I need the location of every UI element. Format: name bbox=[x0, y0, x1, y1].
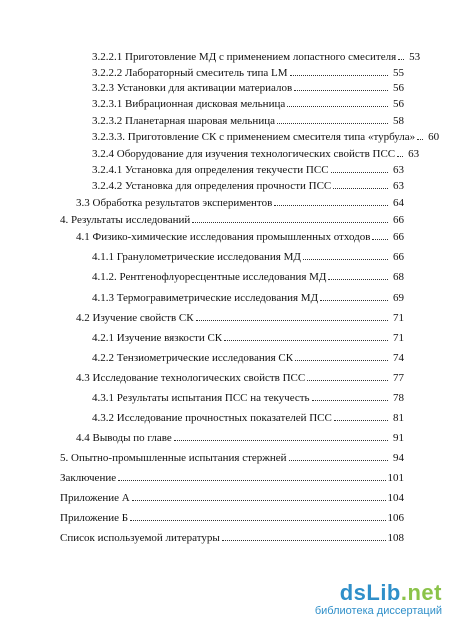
toc-entry-page: 69 bbox=[393, 292, 404, 304]
toc-entry-title: Список используемой литературы bbox=[60, 532, 220, 544]
toc-entry-page: 66 bbox=[393, 251, 404, 263]
toc-entry-title: Заключение bbox=[60, 472, 117, 484]
toc-entry[interactable] bbox=[92, 249, 404, 264]
toc-entry[interactable] bbox=[92, 146, 420, 161]
dot-leader bbox=[224, 340, 388, 341]
watermark-subtitle: библиотека диссертаций bbox=[314, 605, 442, 617]
toc-entry-title: Приложение Б bbox=[60, 512, 129, 524]
toc-entry[interactable] bbox=[92, 290, 404, 305]
dot-leader bbox=[287, 106, 388, 107]
toc-entry-title: 4.1.2. Рентгенофлуоресцентные исследования МД bbox=[92, 271, 327, 283]
dot-leader bbox=[196, 320, 388, 321]
toc-entry-title: 3.2.2.1 Приготовление МД с применением лопастного смесителя bbox=[92, 51, 397, 63]
toc-entry-title: 4.1.3 Термогравиметрические исследования МД bbox=[92, 292, 319, 304]
toc-entry[interactable] bbox=[60, 530, 404, 545]
toc-entry[interactable] bbox=[60, 470, 404, 485]
toc-entry-page: 55 bbox=[393, 67, 404, 79]
toc-entry-page: 94 bbox=[393, 452, 404, 464]
toc-entry-page: 63 bbox=[408, 148, 420, 160]
toc-entry-page: 108 bbox=[387, 532, 404, 544]
toc-entry-page: 101 bbox=[387, 472, 404, 484]
toc-entry[interactable] bbox=[76, 310, 404, 325]
toc-entry-title: 3.2.3.2 Планетарная шаровая мельница bbox=[92, 115, 275, 127]
toc-entry-page: 106 bbox=[387, 512, 404, 524]
toc-entry-page: 71 bbox=[393, 332, 404, 344]
toc-entry[interactable] bbox=[76, 370, 404, 385]
dot-leader bbox=[277, 123, 388, 124]
toc-entry[interactable] bbox=[92, 49, 421, 64]
toc-entry[interactable] bbox=[92, 129, 440, 144]
toc-entry-title: 4.3.2 Исследование прочностных показателей ПСС bbox=[92, 412, 332, 424]
dot-leader bbox=[222, 540, 386, 541]
dot-leader bbox=[333, 188, 388, 189]
toc-entry-page: 81 bbox=[393, 412, 404, 424]
dot-leader bbox=[192, 222, 388, 223]
dot-leader bbox=[130, 520, 385, 521]
dot-leader bbox=[372, 239, 388, 240]
dot-leader bbox=[331, 172, 388, 173]
toc-entry[interactable] bbox=[92, 162, 404, 177]
watermark-logo-text: dsLib bbox=[339, 580, 401, 605]
watermark[interactable] bbox=[292, 581, 442, 618]
toc-entry[interactable] bbox=[76, 430, 404, 445]
toc-entry-title: 4.4 Выводы по главе bbox=[76, 432, 172, 444]
toc-entry-title: 3.2.4 Оборудование для изучения технологических свойств ПСС bbox=[92, 148, 396, 160]
toc-entry[interactable] bbox=[92, 410, 404, 425]
toc-entry[interactable] bbox=[92, 330, 404, 345]
dot-leader bbox=[307, 380, 388, 381]
toc-entry[interactable] bbox=[92, 350, 404, 365]
watermark-logo bbox=[292, 581, 442, 605]
toc-entry-page: 60 bbox=[428, 131, 440, 143]
toc-entry[interactable] bbox=[60, 510, 404, 525]
toc-entry-title: 3.2.4.1 Установка для определения текучести ПСС bbox=[92, 164, 329, 176]
toc-entry-page: 63 bbox=[393, 180, 404, 192]
toc-entry[interactable] bbox=[92, 178, 404, 193]
dot-leader bbox=[397, 156, 403, 157]
dot-leader bbox=[132, 500, 386, 501]
toc-entry-title: 3.2.4.2 Установка для определения прочности ПСС bbox=[92, 180, 332, 192]
toc-entry-page: 56 bbox=[393, 82, 404, 94]
toc-entry-page: 104 bbox=[387, 492, 404, 504]
toc-entry[interactable] bbox=[76, 229, 404, 244]
toc-entry-title: 5. Опытно-промышленные испытания стержней bbox=[60, 452, 287, 464]
dot-leader bbox=[290, 75, 388, 76]
toc-entry-page: 56 bbox=[393, 98, 404, 110]
toc-entry[interactable] bbox=[92, 96, 404, 111]
toc-entry-page: 71 bbox=[393, 312, 404, 324]
toc-entry-title: Приложение А bbox=[60, 492, 130, 504]
toc-entry-title: 3.2.2.2 Лабораторный смеситель типа LM bbox=[92, 67, 288, 79]
dot-leader bbox=[417, 139, 423, 140]
toc-entry-page: 78 bbox=[393, 392, 404, 404]
toc-entry[interactable] bbox=[60, 450, 404, 465]
toc-entry[interactable] bbox=[60, 212, 404, 227]
toc-entry-page: 74 bbox=[393, 352, 404, 364]
dot-leader bbox=[118, 480, 385, 481]
dot-leader bbox=[295, 360, 388, 361]
toc-entry[interactable] bbox=[92, 113, 404, 128]
dot-leader bbox=[320, 300, 388, 301]
toc-entry[interactable] bbox=[92, 80, 404, 95]
toc-entry[interactable] bbox=[76, 195, 404, 210]
dot-leader bbox=[274, 205, 388, 206]
dot-leader bbox=[174, 440, 388, 441]
toc-entry-title: 4.3 Исследование технологических свойств ПСС bbox=[76, 372, 306, 384]
toc-entry-title: 4.1 Физико-химические исследования промышленных отходов bbox=[76, 231, 371, 243]
dot-leader bbox=[294, 90, 388, 91]
toc-entry[interactable] bbox=[92, 65, 404, 80]
toc-entry-title: 3.2.3 Установки для активации материалов bbox=[92, 82, 293, 94]
toc-entry-title: 4.2.1 Изучение вязкости СК bbox=[92, 332, 223, 344]
toc-entry[interactable] bbox=[92, 269, 404, 284]
toc-entry[interactable] bbox=[92, 390, 404, 405]
dot-leader bbox=[312, 400, 388, 401]
toc-entry-title: 4.1.1 Гранулометрические исследования МД bbox=[92, 251, 301, 263]
toc-entry-title: 4.2 Изучение свойств СК bbox=[76, 312, 194, 324]
dot-leader bbox=[328, 279, 388, 280]
toc-entry-title: 3.2.3.3. Приготовление СК с применением смесителя типа «турбула» bbox=[92, 131, 416, 143]
toc-entry-page: 68 bbox=[393, 271, 404, 283]
dot-leader bbox=[334, 420, 388, 421]
watermark-logo-accent: .net bbox=[400, 580, 442, 605]
toc-entry-title: 3.2.3.1 Вибрационная дисковая мельница bbox=[92, 98, 286, 110]
toc-entry-page: 53 bbox=[409, 51, 421, 63]
dot-leader bbox=[303, 259, 388, 260]
toc-entry-page: 58 bbox=[393, 115, 404, 127]
dot-leader bbox=[289, 460, 388, 461]
toc-entry-page: 66 bbox=[393, 214, 404, 226]
toc-entry-title: 4.2.2 Тензиометрические исследования СК bbox=[92, 352, 294, 364]
toc-entry-page: 63 bbox=[393, 164, 404, 176]
toc-entry-page: 66 bbox=[393, 231, 404, 243]
toc-entry-page: 64 bbox=[393, 197, 404, 209]
toc-entry-page: 77 bbox=[393, 372, 404, 384]
toc-entry-page: 91 bbox=[393, 432, 404, 444]
toc-entry[interactable] bbox=[60, 490, 404, 505]
toc-entry-title: 4. Результаты исследований bbox=[60, 214, 191, 226]
dot-leader bbox=[398, 59, 404, 60]
toc-entry-title: 4.3.1 Результаты испытания ПСС на текучесть bbox=[92, 392, 310, 404]
toc-entry-title: 3.3 Обработка результатов экспериментов bbox=[76, 197, 273, 209]
